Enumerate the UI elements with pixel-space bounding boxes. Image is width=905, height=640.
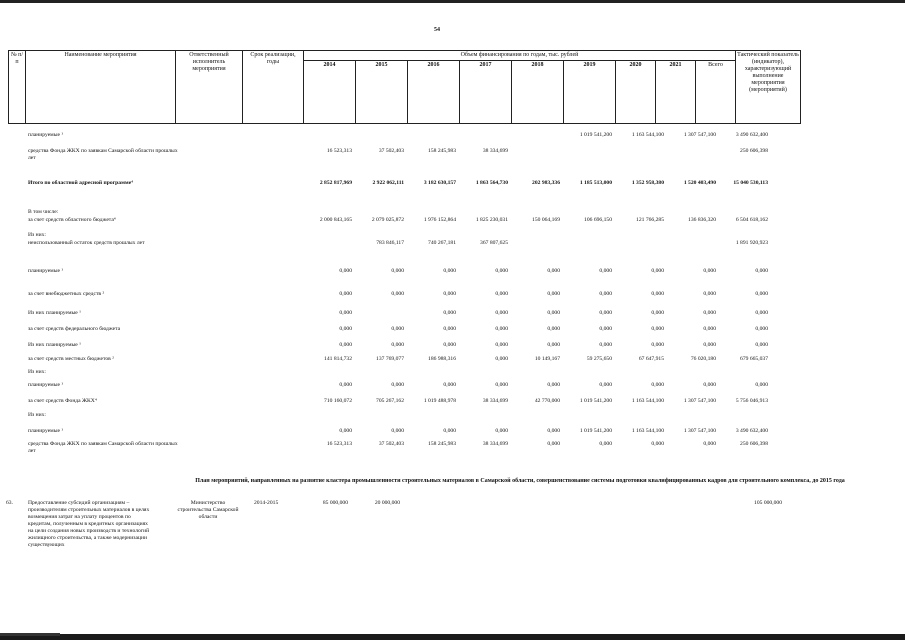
row-value: 137 769,077	[376, 356, 404, 362]
row-value: 0,000	[755, 342, 768, 348]
row-value: 679 665,037	[740, 356, 768, 362]
row-value: 15 040 530,113	[733, 180, 768, 186]
row-value: 0,000	[443, 310, 456, 316]
row-value: 3 490 632,400	[735, 132, 768, 138]
row-value: 1 352 958,380	[631, 180, 664, 186]
header-year: 2014	[304, 61, 356, 124]
row-value: 0,000	[391, 326, 404, 332]
item-term: 2014-2015	[254, 500, 279, 506]
row-value: 141 814,732	[324, 356, 352, 362]
row-value: 0,000	[443, 382, 456, 388]
header-name: Наименование мероприятия	[26, 51, 176, 124]
row-value: 0,000	[391, 428, 404, 434]
row-value: 0,000	[651, 310, 664, 316]
row-value: 0,000	[599, 310, 612, 316]
row-value: 0,000	[755, 382, 768, 388]
row-value: 1 307 547,100	[683, 398, 716, 404]
row-label: средства Фонда ЖКХ по заявкам Самарской области прошлых лет	[28, 441, 178, 454]
row-value: 0,000	[339, 291, 352, 297]
row-label: за счет средств местных бюджетов ²	[28, 356, 114, 362]
row-value: 740 267,181	[428, 240, 456, 246]
row-value: 0,000	[495, 310, 508, 316]
row-label: за счет внебюджетных средств ²	[28, 291, 105, 297]
row-value: 0,000	[391, 291, 404, 297]
item-responsible: Министерство строительства Самарской области	[177, 500, 239, 520]
row-value: 0,000	[547, 441, 560, 447]
row-value: 0,000	[755, 326, 768, 332]
row-label: за счет средств Фонда ЖКХ⁴	[28, 398, 97, 404]
row-value: 1 019 488,978	[423, 398, 456, 404]
row-value: 1 163 544,100	[631, 428, 664, 434]
row-value: 0,000	[755, 268, 768, 274]
top-border	[0, 0, 905, 3]
row-value: 186 988,316	[428, 356, 456, 362]
item-number: 63.	[6, 500, 13, 506]
header-year: 2016	[408, 61, 460, 124]
row-value: 0,000	[599, 326, 612, 332]
row-value: 38 334,699	[482, 441, 508, 447]
row-value: 150 064,169	[532, 217, 560, 223]
row-value: 0,000	[755, 291, 768, 297]
row-value: 0,000	[443, 268, 456, 274]
item-value-2014: 85 000,000	[322, 500, 348, 506]
row-value: 0,000	[339, 310, 352, 316]
row-value: 0,000	[547, 326, 560, 332]
row-value: 6 504 618,162	[735, 217, 768, 223]
row-value: 0,000	[703, 291, 716, 297]
row-label: Из них планируемые ¹	[28, 342, 81, 348]
row-value: 0,000	[495, 382, 508, 388]
row-value: 0,000	[651, 441, 664, 447]
header-year: 2015	[356, 61, 408, 124]
header-term: Срок реализации, годы	[243, 51, 304, 124]
row-value: 0,000	[391, 382, 404, 388]
row-value: 1 825 230,031	[475, 217, 508, 223]
row-value: 1 307 547,100	[683, 428, 716, 434]
bottom-border	[0, 634, 905, 640]
row-value: 16 523,313	[326, 441, 352, 447]
row-value: 0,000	[703, 310, 716, 316]
row-value: 0,000	[391, 342, 404, 348]
row-value: 250 606,398	[740, 148, 768, 154]
row-value: 1 019 541,200	[579, 398, 612, 404]
row-value: 367 807,625	[480, 240, 508, 246]
row-value: 1 185 513,000	[579, 180, 612, 186]
header-funding: Объем финансирования по годам, тыс. рублей	[304, 51, 736, 61]
row-value: 0,000	[443, 342, 456, 348]
item-value-total: 105 000,000	[754, 500, 782, 506]
page-number: 54	[434, 27, 440, 33]
row-label: Из них:	[28, 369, 46, 375]
header-year: 2017	[460, 61, 512, 124]
row-label: за счет средств областного бюджета⁴	[28, 217, 116, 223]
row-value: 0,000	[339, 428, 352, 434]
row-value: 0,000	[651, 326, 664, 332]
row-value: 3 182 630,157	[423, 180, 456, 186]
row-value: 0,000	[599, 268, 612, 274]
row-value: 0,000	[599, 291, 612, 297]
header-responsible: Ответственный исполнитель мероприятия	[176, 51, 243, 124]
row-label: Итого по областной адресной программе⁴	[28, 180, 133, 186]
row-value: 0,000	[547, 342, 560, 348]
row-label: Из них планируемые ¹	[28, 310, 81, 316]
row-value: 0,000	[703, 268, 716, 274]
row-value: 0,000	[547, 310, 560, 316]
row-value: 2 000 843,165	[319, 217, 352, 223]
row-value: 106 696,150	[584, 217, 612, 223]
row-label: средства Фонда ЖКХ по заявкам Самарской области прошлых лет	[28, 148, 178, 161]
row-value: 0,000	[495, 356, 508, 362]
row-value: 2 852 817,969	[319, 180, 352, 186]
row-value: 136 836,320	[688, 217, 716, 223]
row-value: 0,000	[547, 291, 560, 297]
row-value: 37 502,403	[378, 441, 404, 447]
row-label: Из них:	[28, 412, 46, 418]
row-value: 2 922 062,111	[372, 180, 404, 186]
row-value: 158 245,983	[428, 441, 456, 447]
row-value: 0,000	[339, 326, 352, 332]
row-value: 0,000	[703, 441, 716, 447]
row-value: 0,000	[443, 326, 456, 332]
row-value: 0,000	[547, 428, 560, 434]
row-value: 37 502,403	[378, 148, 404, 154]
row-value: 0,000	[495, 342, 508, 348]
header-year: 2019	[564, 61, 616, 124]
row-value: 0,000	[339, 382, 352, 388]
row-value: 3 490 632,400	[735, 428, 768, 434]
section-title: План мероприятий, направленных на развитие кластера промышленности строительных материалов в Самарской области, совершенствование системы подготовки квалифицированных кадров для строительного комплекса, до 2015 года	[195, 478, 845, 484]
row-value: 76 020,180	[690, 356, 716, 362]
row-value: 0,000	[339, 268, 352, 274]
row-value: 0,000	[651, 268, 664, 274]
header-year: 2020	[616, 61, 656, 124]
header-year: 2018	[512, 61, 564, 124]
row-value: 38 334,699	[482, 148, 508, 154]
row-value: 0,000	[391, 268, 404, 274]
row-value: 1 019 541,200	[579, 132, 612, 138]
row-value: 0,000	[651, 291, 664, 297]
row-label: за счет средств федерального бюджета	[28, 326, 121, 332]
row-label: Из них:	[28, 232, 46, 238]
row-value: 250 606,398	[740, 441, 768, 447]
row-value: 59 275,650	[586, 356, 612, 362]
row-value: 1 019 541,200	[579, 428, 612, 434]
header-indicator: Тактический показатель (индикатор), характеризующий выполнение мероприятия (мероприятий)	[736, 51, 801, 124]
row-value: 1 976 152,864	[423, 217, 456, 223]
row-value: 1 520 403,490	[683, 180, 716, 186]
row-label: неиспользованный остаток средств прошлых лет	[28, 240, 145, 246]
row-value: 42 770,000	[534, 398, 560, 404]
row-value: 1 307 547,100	[683, 132, 716, 138]
row-value: 2 079 025,872	[371, 217, 404, 223]
row-label: планируемые ¹	[28, 132, 64, 138]
row-value: 783 846,117	[376, 240, 404, 246]
header-year-total: Всего	[696, 61, 736, 124]
row-value: 1 163 544,100	[631, 398, 664, 404]
row-value: 0,000	[547, 268, 560, 274]
row-value: 0,000	[703, 326, 716, 332]
row-value: 0,000	[599, 342, 612, 348]
item-name: Предоставление субсидий организациям – производителям строительных материалов в целях возмещения затрат на уплату процентов по кредитам, полученным в кредитных организациях на цели создания новых производств и технологий жилищного строительства, а также модернизации существующих	[28, 500, 150, 548]
row-value: 0,000	[495, 428, 508, 434]
row-value: 1 891 920,923	[735, 240, 768, 246]
row-value: 202 983,336	[532, 180, 560, 186]
row-value: 0,000	[547, 382, 560, 388]
table-header	[8, 50, 801, 124]
header-num: № п/п	[9, 51, 26, 124]
row-value: 0,000	[599, 382, 612, 388]
row-value: 158 245,983	[428, 148, 456, 154]
row-value: 10 149,167	[534, 356, 560, 362]
row-value: 1 863 564,730	[475, 180, 508, 186]
row-value: 38 334,699	[482, 398, 508, 404]
row-value: 0,000	[651, 342, 664, 348]
row-value: 121 766,285	[636, 217, 664, 223]
row-value: 0,000	[443, 291, 456, 297]
row-value: 67 647,915	[638, 356, 664, 362]
row-value: 705 267,162	[376, 398, 404, 404]
row-value: 0,000	[651, 382, 664, 388]
row-value: 0,000	[443, 428, 456, 434]
row-value: 0,000	[339, 342, 352, 348]
row-value: 0,000	[703, 342, 716, 348]
row-value: 0,000	[599, 441, 612, 447]
row-value: 0,000	[495, 268, 508, 274]
row-label: планируемые ¹	[28, 382, 64, 388]
row-value: 0,000	[755, 310, 768, 316]
row-value: 1 163 544,100	[631, 132, 664, 138]
row-value: 0,000	[495, 326, 508, 332]
item-value-2015: 20 000,000	[374, 500, 400, 506]
row-value: 16 523,313	[326, 148, 352, 154]
row-value: 710 160,072	[324, 398, 352, 404]
row-value: 0,000	[495, 291, 508, 297]
header-year: 2021	[656, 61, 696, 124]
row-label: планируемые ¹	[28, 268, 64, 274]
row-label: В том числе:	[28, 209, 59, 215]
row-value: 5 756 046,913	[735, 398, 768, 404]
row-label: планируемые ¹	[28, 428, 64, 434]
row-value: 0,000	[703, 382, 716, 388]
